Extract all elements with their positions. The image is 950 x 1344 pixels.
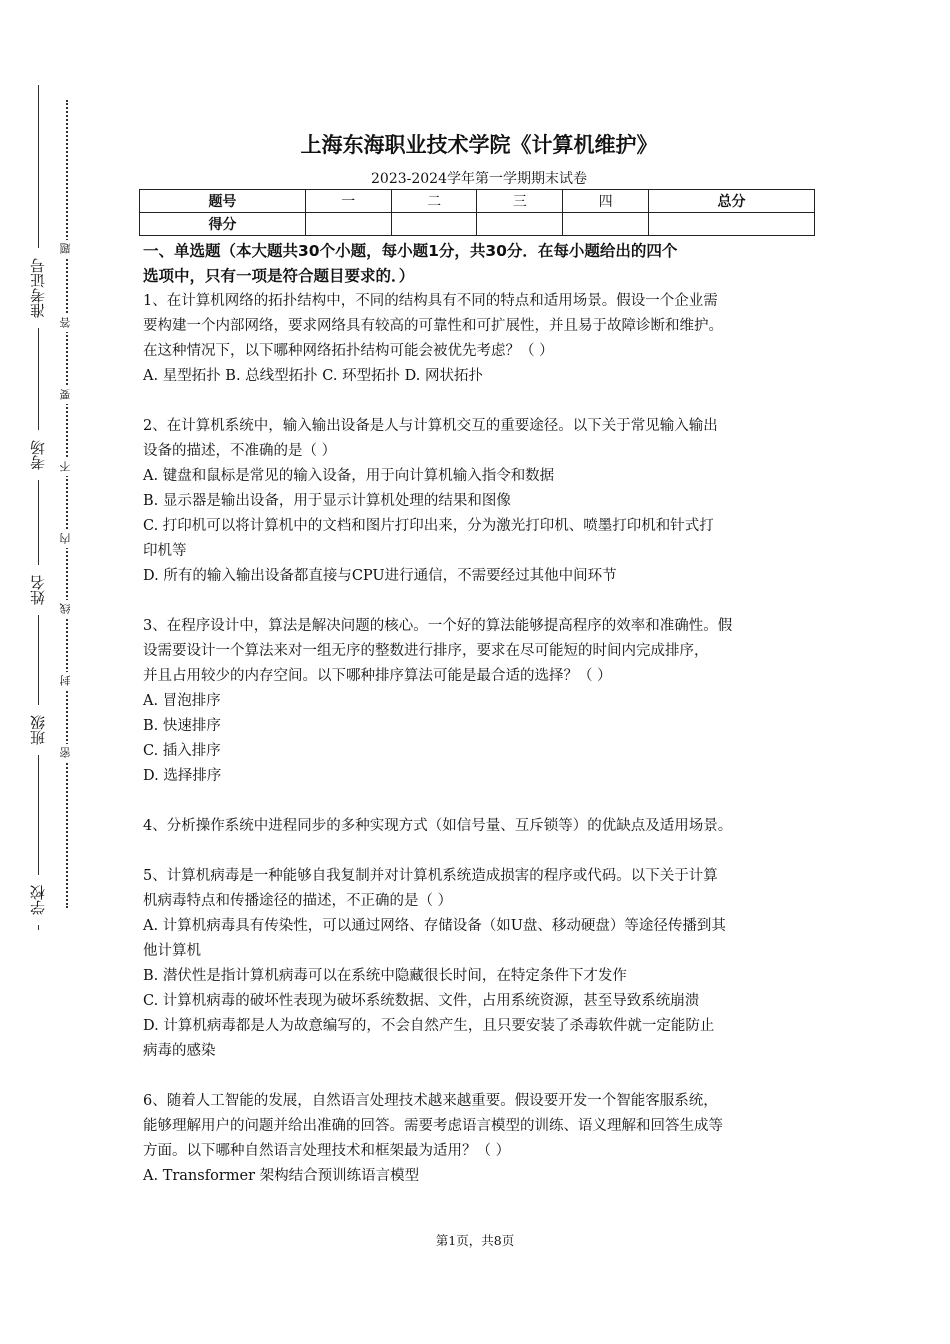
question-text: 机病毒特点和传播途径的描述，不正确的是（ ） [143, 893, 453, 909]
question-text: 要构建一个内部网络，要求网络具有较高的可靠性和可扩展性，并且易于故障诊断和维护。 [143, 318, 723, 334]
score-table-cell: 二 [391, 190, 477, 213]
question-options: A. 星型拓扑 B. 总线型拓扑 C. 环型拓扑 D. 网状拓扑 [143, 368, 484, 384]
question-6 [143, 1089, 815, 1189]
margin-label-name: 姓名 [20, 565, 56, 615]
score-entry-cell[interactable] [563, 213, 649, 236]
option-a: A. 键盘和鼠标是常见的输入设备，用于向计算机输入指令和数据 [143, 468, 555, 484]
question-text: 在这种情况下，以下哪种网络拓扑结构可能会被优先考虑？（ ） [143, 343, 554, 359]
score-table-cell: 一 [305, 190, 391, 213]
option-b: B. 潜伏性是指计算机病毒可以在系统中隐藏很长时间，在特定条件下才发作 [143, 968, 627, 984]
score-entry-cell[interactable] [649, 213, 815, 236]
margin-label-school: 学校 [20, 875, 56, 925]
score-table-cell: 总分 [649, 190, 815, 213]
option-c: C. 插入排序 [143, 743, 221, 759]
option-b: B. 显示器是输出设备，用于显示计算机处理的结果和图像 [143, 493, 511, 509]
margin-label-exam-number: 准考证号 [20, 248, 56, 328]
option-a: A. 计算机病毒具有传染性，可以通过网络、存储设备（如U盘、移动硬盘）等途径传播到其 [143, 918, 726, 934]
score-entry-cell[interactable] [391, 213, 477, 236]
exam-content [143, 128, 815, 1189]
question-text: 6、随着人工智能的发展，自然语言处理技术越来越重要。假设要开发一个智能客服系统， [143, 1093, 718, 1109]
question-5 [143, 864, 815, 1064]
margin-dotted-line [66, 100, 68, 908]
option-b: B. 快速排序 [143, 718, 221, 734]
dotted-label: 封 [58, 672, 74, 690]
score-table-cell: 得分 [140, 213, 306, 236]
option-a: A. 冒泡排序 [143, 693, 221, 709]
option-c: C. 打印机可以将计算机中的文档和图片打印出来，分为激光打印机、喷墨打印机和针式打 [143, 518, 714, 534]
binding-margin [0, 0, 120, 1344]
dotted-label: 题 [58, 240, 74, 258]
section-heading [143, 239, 815, 289]
dotted-label: 不 [58, 458, 74, 476]
question-text: 能够理解用户的问题并给出准确的回答。需要考虑语言模型的训练、语义理解和回答生成等 [143, 1118, 723, 1134]
question-text: 5、计算机病毒是一种能够自我复制并对计算机系统造成损害的程序或代码。以下关于计算 [143, 868, 718, 884]
option-d-continued: 病毒的感染 [143, 1043, 216, 1059]
question-text: 4、分析操作系统中进程同步的多种实现方式（如信号量、互斥锁等）的优缺点及适用场景。 [143, 818, 733, 834]
question-text: 3、在程序设计中，算法是解决问题的核心。一个好的算法能够提高程序的效率和准确性。假 [143, 618, 733, 634]
option-c: C. 计算机病毒的破坏性表现为破坏系统数据、文件，占用系统资源，甚至导致系统崩溃 [143, 993, 700, 1009]
exam-title: 上海东海职业技术学院《计算机维护》 [300, 133, 658, 157]
score-entry-cell[interactable] [477, 213, 563, 236]
page-footer: 第1页，共8页 [435, 1233, 515, 1248]
question-text: 设备的描述，不准确的是（ ） [143, 443, 337, 459]
option-d: D. 所有的输入输出设备都直接与CPU进行通信，不需要经过其他中间环节 [143, 568, 617, 584]
score-table-cell: 题号 [140, 190, 306, 213]
question-text: 设需要设计一个算法来对一组无序的整数进行排序，要求在尽可能短的时间内完成排序， [143, 643, 709, 659]
question-text: 2、在计算机系统中，输入输出设备是人与计算机交互的重要途径。以下关于常见输入输出 [143, 418, 718, 434]
dotted-label: 答 [58, 314, 74, 332]
score-table-header-row [140, 190, 815, 213]
question-text: 并且占用较少的内存空间。以下哪种排序算法可能是最合适的选择？（ ） [143, 668, 612, 684]
exam-subtitle: 2023-2024学年第一学期期末试卷 [371, 171, 587, 187]
score-entry-cell[interactable] [305, 213, 391, 236]
option-d: D. 选择排序 [143, 768, 222, 784]
dotted-label: 密 [58, 744, 74, 762]
score-table [139, 189, 815, 236]
dotted-label: 内 [58, 530, 74, 548]
question-4 [143, 814, 815, 839]
score-table-score-row [140, 213, 815, 236]
section-heading-line: 一、单选题（本大题共30个小题，每小题1分，共30分．在每小题给出的四个 [143, 242, 678, 260]
option-c-continued: 印机等 [143, 543, 187, 559]
question-2 [143, 414, 815, 589]
option-a-continued: 他计算机 [143, 943, 201, 959]
section-heading-line: 选项中，只有一项是符合题目要求的．） [143, 267, 415, 285]
margin-label-class: 班级 [20, 705, 56, 755]
dotted-label: 线 [58, 600, 74, 618]
question-text: 方面。以下哪种自然语言处理技术和框架最为适用？（ ） [143, 1143, 511, 1159]
margin-label-exam-room: 考场 [20, 430, 56, 480]
question-1 [143, 289, 815, 389]
margin-solid-line [38, 85, 39, 930]
option-a: A. Transformer 架构结合预训练语言模型 [143, 1168, 420, 1184]
score-table-cell: 四 [563, 190, 649, 213]
question-text: 1、在计算机网络的拓扑结构中，不同的结构具有不同的特点和适用场景。假设一个企业需 [143, 293, 718, 309]
score-table-cell: 三 [477, 190, 563, 213]
question-3 [143, 614, 815, 789]
dotted-label: 要 [58, 386, 74, 404]
option-d: D. 计算机病毒都是人为故意编写的，不会自然产生，且只要安装了杀毒软件就一定能防止 [143, 1018, 715, 1034]
